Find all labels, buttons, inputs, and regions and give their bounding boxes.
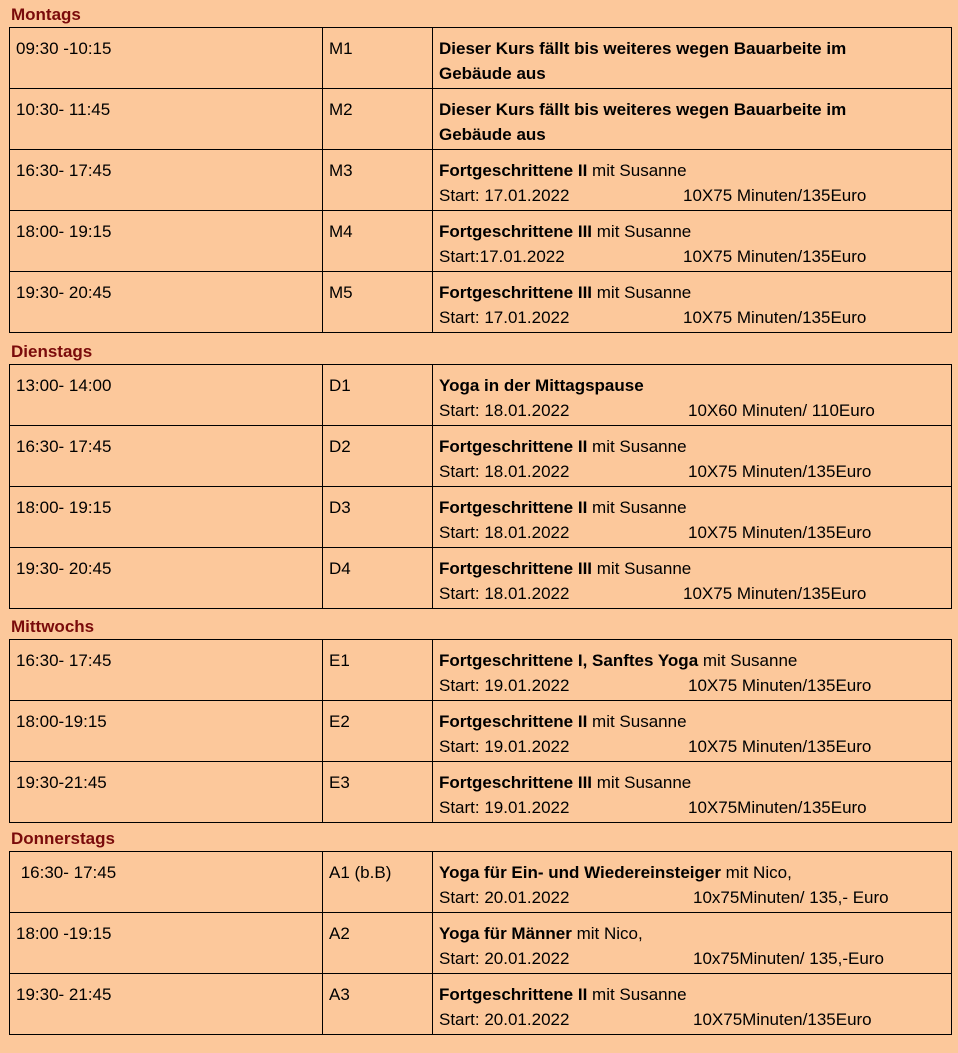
- course-description: [433, 426, 952, 487]
- course-title: Fortgeschrittene II: [439, 985, 588, 1004]
- course-code: E3: [323, 762, 433, 823]
- course-teacher: mit Susanne: [587, 437, 687, 456]
- course-details-line: [439, 946, 945, 971]
- course-start: Start: 18.01.2022: [439, 462, 570, 481]
- course-code: A3: [323, 974, 433, 1035]
- course-time: 09:30 -10:15: [10, 28, 323, 89]
- schedule-table: [9, 639, 952, 823]
- course-price: 10X75 Minuten/135Euro: [683, 584, 867, 603]
- course-details-line: [439, 398, 945, 423]
- course-start: Gebäude aus: [439, 125, 546, 144]
- course-time: 19:30- 20:45: [10, 548, 323, 609]
- course-time: 18:00- 19:15: [10, 211, 323, 272]
- course-title: Fortgeschrittene III: [439, 283, 593, 302]
- course-description: [433, 272, 952, 333]
- course-title-line: [439, 863, 792, 882]
- course-time: 18:00- 19:15: [10, 487, 323, 548]
- course-description: [433, 487, 952, 548]
- course-start: Start: 19.01.2022: [439, 737, 570, 756]
- course-title-line: [439, 985, 687, 1004]
- course-title-line: [439, 376, 644, 395]
- course-description: [433, 762, 952, 823]
- course-time: 16:30- 17:45: [10, 426, 323, 487]
- course-title: Fortgeschrittene II: [439, 437, 588, 456]
- course-code: A2: [323, 913, 433, 974]
- course-teacher: mit Susanne: [587, 161, 687, 180]
- course-title-line: [439, 283, 691, 302]
- course-title: Yoga für Ein- und Wiedereinsteiger: [439, 863, 721, 882]
- course-code: D1: [323, 365, 433, 426]
- course-start: Start: 18.01.2022: [439, 523, 570, 542]
- course-title-line: [439, 100, 846, 119]
- course-price: 10X75Minuten/135Euro: [688, 798, 867, 817]
- course-description: [433, 913, 952, 974]
- course-description: [433, 548, 952, 609]
- course-price: 10X75 Minuten/135Euro: [688, 523, 872, 542]
- table-row: [10, 640, 952, 701]
- table-row: [10, 89, 952, 150]
- course-details-line: [439, 734, 945, 759]
- course-code: D4: [323, 548, 433, 609]
- course-time: 16:30- 17:45: [10, 852, 323, 913]
- course-title-line: [439, 651, 797, 670]
- course-code: M1: [323, 28, 433, 89]
- table-row: [10, 974, 952, 1035]
- course-title: Dieser Kurs fällt bis weiteres wegen Bauarbeite im: [439, 100, 847, 119]
- course-price: 10X75Minuten/135Euro: [693, 1010, 872, 1029]
- table-row: [10, 701, 952, 762]
- table-row: [10, 852, 952, 913]
- course-time: 19:30-21:45: [10, 762, 323, 823]
- course-code: E1: [323, 640, 433, 701]
- table-row: [10, 426, 952, 487]
- course-title-line: [439, 39, 846, 58]
- course-code: D3: [323, 487, 433, 548]
- table-row: [10, 487, 952, 548]
- course-description: [433, 701, 952, 762]
- table-row: [10, 272, 952, 333]
- table-row: [10, 365, 952, 426]
- course-details-line: [439, 795, 945, 820]
- course-title-line: [439, 559, 691, 578]
- course-details-line: [439, 459, 945, 484]
- day-heading: Dienstags: [11, 342, 93, 361]
- course-start: Start:17.01.2022: [439, 247, 565, 266]
- course-description: [433, 150, 952, 211]
- course-title-line: [439, 498, 687, 517]
- course-title: Fortgeschrittene II: [439, 712, 588, 731]
- course-teacher: mit Susanne: [587, 712, 687, 731]
- course-details-line: [439, 305, 945, 330]
- course-price: 10X60 Minuten/ 110Euro: [688, 401, 875, 420]
- course-code: D2: [323, 426, 433, 487]
- course-start: Start: 20.01.2022: [439, 1010, 570, 1029]
- course-title-line: [439, 773, 691, 792]
- course-teacher: mit Nico,: [571, 924, 643, 943]
- day-heading: Montags: [11, 5, 81, 24]
- course-time: 18:00-19:15: [10, 701, 323, 762]
- course-title-line: [439, 222, 691, 241]
- course-time: 19:30- 21:45: [10, 974, 323, 1035]
- course-code: E2: [323, 701, 433, 762]
- course-title: Yoga für Männer: [439, 924, 572, 943]
- course-description: [433, 365, 952, 426]
- day-heading: Donnerstags: [11, 829, 115, 848]
- course-details-line: [439, 183, 945, 208]
- course-description: [433, 211, 952, 272]
- course-title: Fortgeschrittene III: [439, 773, 593, 792]
- course-teacher: mit Susanne: [592, 559, 692, 578]
- course-teacher: mit Susanne: [592, 222, 692, 241]
- schedule-table: [9, 364, 952, 609]
- course-price: 10X75 Minuten/135Euro: [683, 186, 867, 205]
- course-title-line: [439, 924, 643, 943]
- course-teacher: mit Susanne: [592, 283, 692, 302]
- course-start: Start: 19.01.2022: [439, 676, 570, 695]
- course-price: 10X75 Minuten/135Euro: [683, 247, 867, 266]
- course-title: Fortgeschrittene III: [439, 222, 593, 241]
- course-title: Fortgeschrittene II: [439, 161, 588, 180]
- course-price: 10X75 Minuten/135Euro: [688, 462, 872, 481]
- course-title-line: [439, 161, 687, 180]
- table-row: [10, 211, 952, 272]
- course-details-line: [439, 581, 945, 606]
- course-price: 10X75 Minuten/135Euro: [688, 676, 872, 695]
- course-code: M5: [323, 272, 433, 333]
- course-start: Start: 20.01.2022: [439, 949, 570, 968]
- course-details-line: [439, 673, 945, 698]
- table-row: [10, 150, 952, 211]
- table-row: [10, 762, 952, 823]
- table-row: [10, 913, 952, 974]
- course-details-line: [439, 1007, 945, 1032]
- course-price: 10X75 Minuten/135Euro: [683, 308, 867, 327]
- course-teacher: mit Susanne: [698, 651, 798, 670]
- course-description: [433, 852, 952, 913]
- course-description: [433, 640, 952, 701]
- course-title: Yoga in der Mittagspause: [439, 376, 644, 395]
- course-start: Start: 18.01.2022: [439, 401, 570, 420]
- course-title: Fortgeschrittene III: [439, 559, 593, 578]
- course-title-line: [439, 712, 687, 731]
- course-teacher: mit Susanne: [592, 773, 692, 792]
- course-description: [433, 28, 952, 89]
- schedule-table: [9, 27, 952, 333]
- course-teacher: mit Susanne: [587, 498, 687, 517]
- table-row: [10, 548, 952, 609]
- course-time: 13:00- 14:00: [10, 365, 323, 426]
- course-teacher: mit Susanne: [587, 985, 687, 1004]
- course-code: M2: [323, 89, 433, 150]
- course-time: 10:30- 11:45: [10, 89, 323, 150]
- course-details-line: [439, 885, 945, 910]
- course-price: 10x75Minuten/ 135,- Euro: [693, 888, 889, 907]
- course-start: Start: 20.01.2022: [439, 888, 570, 907]
- course-title: Dieser Kurs fällt bis weiteres wegen Bauarbeite im: [439, 39, 847, 58]
- course-details-line: [439, 244, 945, 269]
- schedule-table: [9, 851, 952, 1035]
- course-price: 10X75 Minuten/135Euro: [688, 737, 872, 756]
- course-code: M4: [323, 211, 433, 272]
- course-start: Gebäude aus: [439, 64, 546, 83]
- course-teacher: mit Nico,: [720, 863, 792, 882]
- day-heading: Mittwochs: [11, 617, 95, 636]
- course-title: Fortgeschrittene II: [439, 498, 588, 517]
- table-row: [10, 28, 952, 89]
- course-title-line: [439, 437, 687, 456]
- course-details-line: [439, 122, 945, 147]
- course-code: M3: [323, 150, 433, 211]
- course-start: Start: 17.01.2022: [439, 186, 570, 205]
- course-start: Start: 17.01.2022: [439, 308, 570, 327]
- course-details-line: [439, 61, 945, 86]
- course-time: 16:30- 17:45: [10, 640, 323, 701]
- course-details-line: [439, 520, 945, 545]
- course-time: 18:00 -19:15: [10, 913, 323, 974]
- course-description: [433, 89, 952, 150]
- course-start: Start: 19.01.2022: [439, 798, 570, 817]
- course-code: A1 (b.B): [323, 852, 433, 913]
- course-description: [433, 974, 952, 1035]
- course-title: Fortgeschrittene I, Sanftes Yoga: [439, 651, 699, 670]
- course-time: 16:30- 17:45: [10, 150, 323, 211]
- course-time: 19:30- 20:45: [10, 272, 323, 333]
- course-price: 10x75Minuten/ 135,-Euro: [693, 949, 884, 968]
- course-start: Start: 18.01.2022: [439, 584, 570, 603]
